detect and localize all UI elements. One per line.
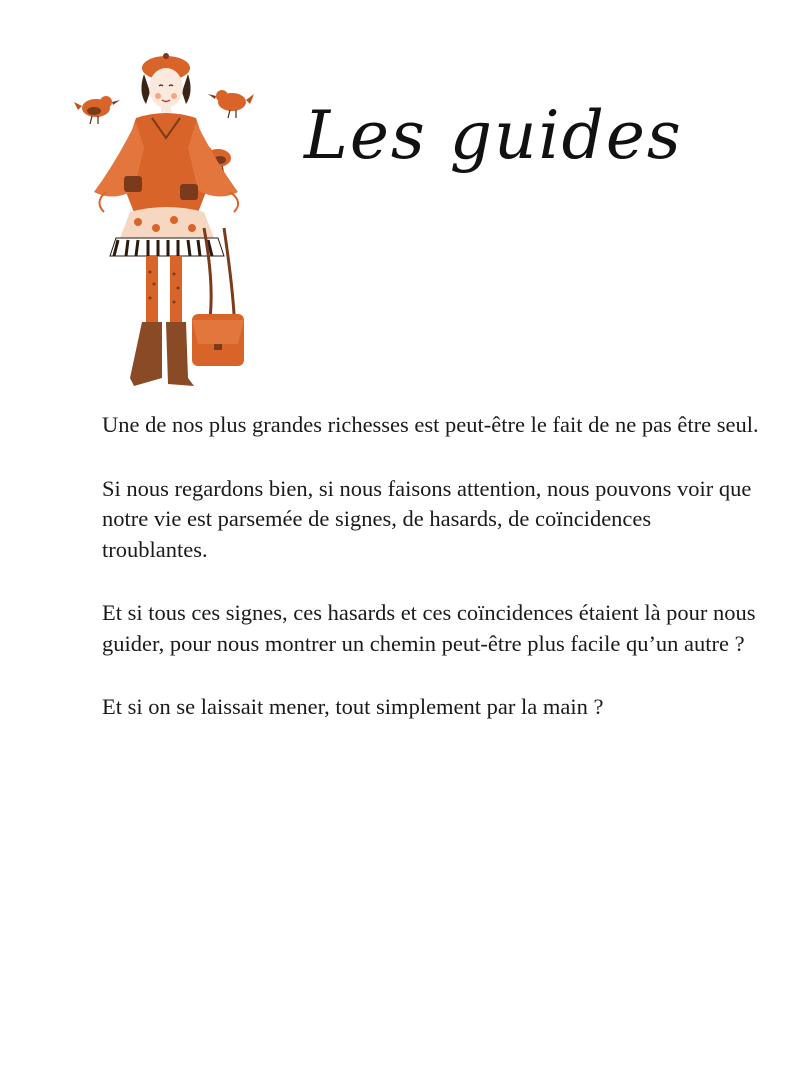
page-title [300, 88, 720, 198]
paragraph: Et si tous ces signes, ces hasards et ces coïncidences étaient là pour nous guider, pour nous montrer un chemin peut-être plus facile qu’un autre ? [102, 600, 756, 656]
bird-icon [74, 96, 120, 124]
page-title-text: Les guides [304, 97, 683, 174]
paragraph: Si nous regardons bien, si nous faisons attention, nous pouvons voir que notre vie est parsemée de signes, de hasards, de coïncidences troublantes. [102, 475, 752, 562]
body-text [102, 410, 762, 756]
bird-icon [208, 90, 254, 118]
paragraph: Une de nos plus grandes richesses est peut-être le fait de ne pas être seul. [102, 412, 759, 437]
boot [166, 322, 194, 386]
boot [130, 322, 162, 386]
paragraph: Et si on se laissait mener, tout simplement par la main ? [102, 694, 604, 719]
girl-with-birds-illustration [64, 52, 284, 394]
